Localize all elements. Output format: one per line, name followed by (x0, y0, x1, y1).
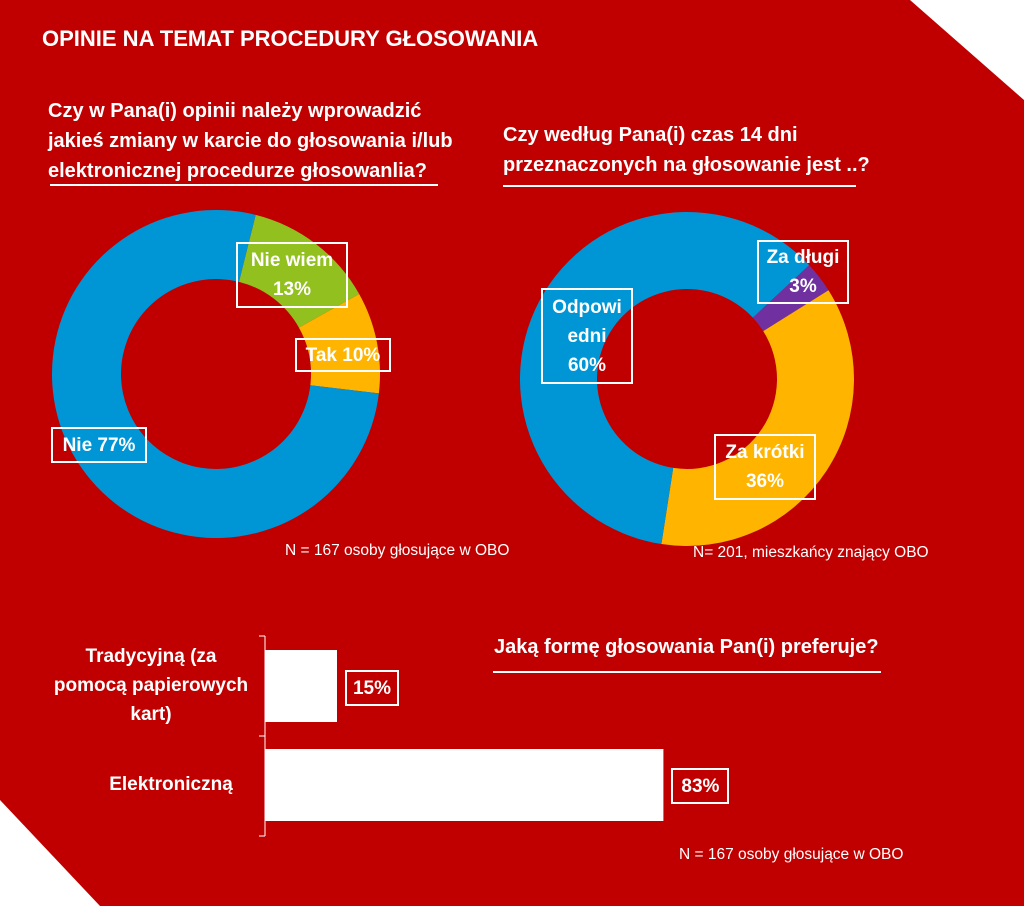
donut1-note: N = 167 osoby głosujące w OBO (285, 542, 510, 559)
donut2-label-line: Za krótki (725, 442, 805, 463)
donut1-label-line: Nie wiem (250, 250, 334, 271)
donut2-label-line: Odpowi (552, 296, 622, 318)
donut2-label-line: Za długi (766, 247, 840, 268)
donut1-label-line: 13% (272, 279, 312, 300)
bar-category-line: Tradycyjną (za (85, 646, 217, 667)
donut2-note: N= 201, mieszkańcy znający OBO (693, 544, 929, 561)
donut2-title-line: przeznaczonych na głosowanie jest ..? (503, 154, 870, 176)
donut1-title-line: elektronicznej procedurze głosowanlia? (48, 160, 427, 182)
bar-value-text: 15% (352, 677, 392, 699)
bar-chart-plot (259, 636, 663, 836)
bar-category-line: pomocą papierowych (53, 675, 249, 696)
bar-tradycyjna (265, 650, 337, 722)
bar-elektroniczna (265, 749, 663, 821)
donut1-label-line: Tak 10% (305, 344, 381, 366)
donut2-label-line: 60% (567, 354, 607, 376)
donut1-title-line: jakieś zmiany w karcie do głosowania i/lub (48, 130, 453, 152)
donut2-label-line: edni (567, 325, 607, 347)
donut1-label-line: Nie 77% (62, 434, 136, 456)
page-title: OPINIE NA TEMAT PROCEDURY GŁOSOWANIA (42, 26, 539, 51)
donut2-label-line: 36% (745, 471, 784, 492)
donut2-title-line: Czy według Pana(i) czas 14 dni (503, 124, 798, 146)
bar-value-text: 83% (681, 775, 720, 797)
bar-category-line: kart) (130, 704, 172, 725)
bar-value-label-tradycyjna (345, 670, 399, 706)
bar-note: N = 167 osoby głosujące w OBO (679, 846, 904, 863)
bar-category-line: Elektroniczną (109, 774, 233, 795)
donut1-title-line: Czy w Pana(i) opinii należy wprowadzić (48, 100, 422, 122)
donut2-label-line: 3% (789, 276, 817, 297)
bar-value-label-elektroniczna (671, 768, 729, 804)
bar-title: Jaką formę głosowania Pan(i) preferuje? (494, 636, 879, 658)
